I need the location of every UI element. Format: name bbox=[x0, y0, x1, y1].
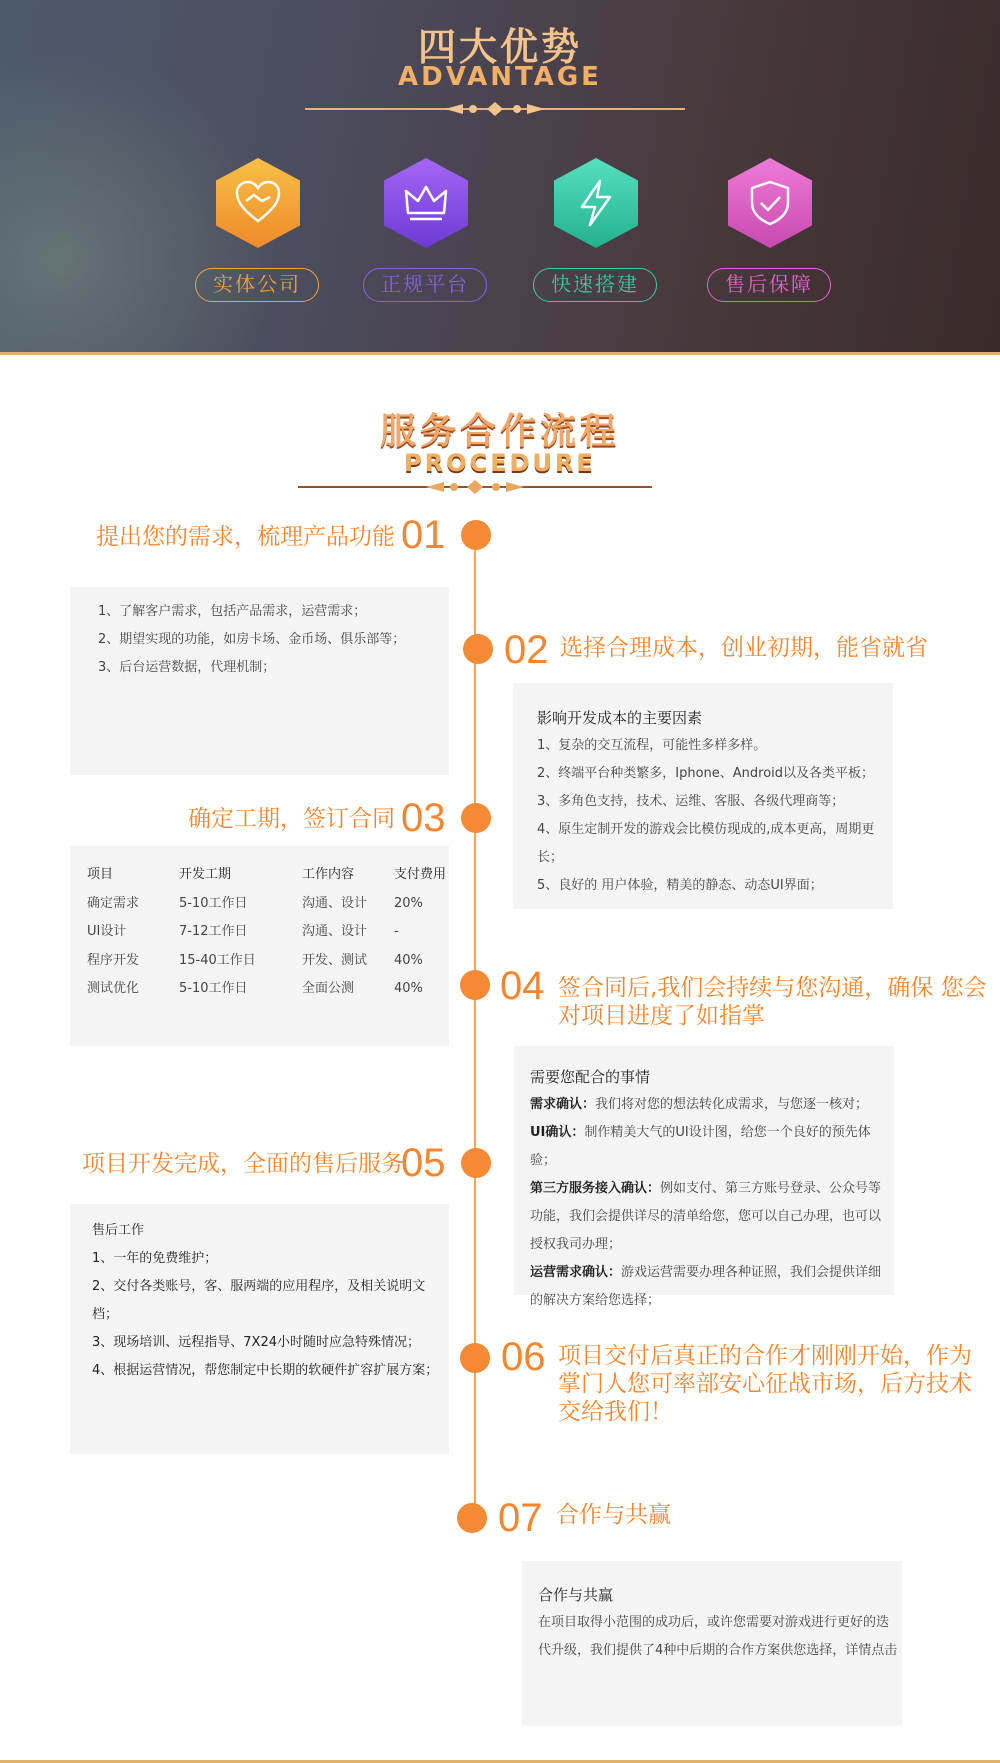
table-cell: 5-10工作日 bbox=[179, 981, 248, 996]
table-row bbox=[87, 890, 454, 919]
table-cell: UI设计 bbox=[87, 924, 127, 939]
table-header-cell: 工作内容 bbox=[302, 867, 355, 882]
step-07-box bbox=[522, 1561, 902, 1726]
procedure-subtitle: PROCEDURE bbox=[404, 449, 596, 477]
step-04-title-line2: 对项目进度了如指掌 bbox=[558, 1003, 765, 1029]
table-cell: 15-40工作日 bbox=[179, 952, 256, 968]
list-item: 在项目取得小范围的成功后，或许您需要对游戏进行更好的迭 bbox=[538, 1615, 890, 1630]
table-cell: 沟通、设计 bbox=[302, 895, 368, 911]
step-02-number: 02 bbox=[504, 628, 549, 672]
step-06-title-line: 掌门人您可率部安心征战市场，后方技术 bbox=[558, 1371, 972, 1397]
table-cell: 5-10工作日 bbox=[179, 895, 248, 911]
ornament-divider-icon bbox=[305, 100, 685, 118]
timeline-dot bbox=[460, 1343, 490, 1373]
box-heading: 需要您配合的事情 bbox=[530, 1068, 651, 1086]
step-04-title-line1: 签合同后,我们会持续与您沟通，确保 您会 bbox=[558, 975, 987, 1001]
list-item: 需求确认：我们将对您的想法转化成需求，与您逐一核对； bbox=[530, 1097, 869, 1112]
list-item: UI确认：制作精美大气的UI设计图，给您一个良好的预先体验； bbox=[530, 1125, 871, 1168]
box-heading: 影响开发成本的主要因素 bbox=[537, 709, 703, 727]
table-header-cell: 项目 bbox=[87, 867, 114, 882]
table-row bbox=[87, 918, 454, 947]
table-row bbox=[87, 975, 454, 1004]
step-03-number: 03 bbox=[401, 796, 446, 840]
step-01-number: 01 bbox=[401, 513, 446, 557]
crown-icon bbox=[384, 158, 468, 248]
list-item: 3、后台运营数据，代理机制； bbox=[98, 660, 276, 675]
list-item: 1、一年的免费维护； bbox=[92, 1251, 218, 1266]
list-item: 功能，我们会提供详尽的清单给您，您可以自己办理，也可以 bbox=[530, 1209, 882, 1224]
table-cell: 7-12工作日 bbox=[179, 924, 248, 939]
timeline-dot bbox=[461, 520, 491, 550]
advantage-label: 售后保障 bbox=[707, 268, 831, 302]
step-06-title-line: 交给我们！ bbox=[558, 1399, 673, 1425]
table-cell: 确定需求 bbox=[87, 895, 140, 911]
list-item: 2、终端平台种类繁多，Iphone、Android以及各类平板； bbox=[537, 766, 875, 781]
handshake-heart-icon bbox=[216, 158, 300, 248]
table-cell: 20% bbox=[394, 895, 423, 911]
table-header-row bbox=[87, 861, 454, 890]
ornament-divider-icon bbox=[298, 478, 652, 496]
table-cell: 沟通、设计 bbox=[302, 924, 368, 939]
list-item: 1、复杂的交互流程，可能性多样多样。 bbox=[537, 738, 767, 753]
advantage-subtitle: ADVANTAGE bbox=[398, 62, 602, 92]
table-cell: 开发、测试 bbox=[302, 952, 368, 968]
timeline-dot bbox=[463, 634, 493, 664]
table-row bbox=[87, 947, 454, 976]
list-item: 3、多角色支持，技术、运维、客服、各级代理商等； bbox=[537, 794, 845, 809]
list-item: 2、交付各类账号，客、服两端的应用程序，及相关说明文档； bbox=[92, 1279, 426, 1322]
step-01-title: 提出您的需求，梳理产品功能 bbox=[96, 524, 395, 550]
step-05-number: 05 bbox=[401, 1141, 446, 1185]
schedule-table bbox=[87, 861, 454, 1004]
step-02-title: 选择合理成本，创业初期，能省就省 bbox=[560, 635, 928, 661]
shield-check-icon bbox=[728, 158, 812, 248]
timeline-dot bbox=[461, 803, 491, 833]
list-item: 1、了解客户需求，包括产品需求，运营需求； bbox=[98, 604, 367, 619]
step-03-box bbox=[70, 846, 449, 1046]
list-item: 2、期望实现的功能，如房卡场、金币场、俱乐部等； bbox=[98, 632, 406, 647]
list-item: 的解决方案给您选择； bbox=[530, 1293, 661, 1308]
step-06-title-line: 项目交付后真正的合作才刚刚开始，作为 bbox=[558, 1343, 972, 1369]
step-05-title: 项目开发完成，全面的售后服务 bbox=[82, 1151, 404, 1177]
step-05-box bbox=[70, 1204, 449, 1454]
step-07-number: 07 bbox=[498, 1496, 543, 1540]
table-cell: 测试优化 bbox=[87, 981, 140, 996]
advantage-banner bbox=[0, 0, 1000, 355]
box-heading: 合作与共赢 bbox=[538, 1586, 614, 1604]
advantage-label: 快速搭建 bbox=[533, 268, 657, 302]
advantage-label: 实体公司 bbox=[195, 268, 319, 302]
table-cell: 程序开发 bbox=[87, 952, 140, 968]
step-04-number: 04 bbox=[500, 964, 545, 1008]
procedure-title: 服务合作流程 bbox=[379, 411, 620, 452]
step-03-title: 确定工期，签订合同 bbox=[188, 806, 395, 832]
step-06-number: 06 bbox=[501, 1335, 546, 1379]
table-cell: 40% bbox=[394, 981, 423, 996]
timeline-dot bbox=[457, 1503, 487, 1533]
box-heading: 售后工作 bbox=[92, 1223, 145, 1238]
list-item: 代升级，我们提供了4种中后期的合作方案供您选择，详情点击 bbox=[538, 1643, 898, 1658]
step-07-title: 合作与共赢 bbox=[556, 1502, 671, 1528]
list-item: 运营需求确认：游戏运营需要办理各种证照，我们会提供详细 bbox=[530, 1265, 882, 1280]
table-header-cell: 支付费用 bbox=[394, 867, 447, 882]
table-cell: 40% bbox=[394, 952, 423, 968]
step-04-box bbox=[514, 1046, 894, 1308]
list-item: 授权我司办理； bbox=[530, 1237, 622, 1252]
list-item: 5、良好的 用户体验，精美的静态、动态UI界面； bbox=[537, 878, 823, 893]
timeline-dot bbox=[460, 970, 490, 1000]
advantage-label: 正规平台 bbox=[363, 268, 487, 302]
table-cell: - bbox=[394, 924, 399, 939]
lightning-icon bbox=[554, 158, 638, 248]
table-header-cell: 开发工期 bbox=[179, 867, 232, 882]
list-item: 4、根据运营情况，帮您制定中长期的软硬件扩容扩展方案； bbox=[92, 1363, 439, 1378]
step-02-box bbox=[513, 683, 893, 909]
step-01-box bbox=[70, 587, 449, 775]
list-item: 3、现场培训、远程指导、7X24小时随时应急特殊情况； bbox=[92, 1335, 420, 1350]
list-item: 4、原生定制开发的游戏会比模仿现成的,成本更高，周期更长； bbox=[537, 822, 875, 865]
advantage-title: 四大优势 bbox=[417, 25, 582, 69]
list-item: 第三方服务接入确认：例如支付、第三方账号登录、公众号等 bbox=[530, 1181, 882, 1196]
timeline-dot bbox=[461, 1148, 491, 1178]
table-cell: 全面公测 bbox=[302, 981, 355, 996]
